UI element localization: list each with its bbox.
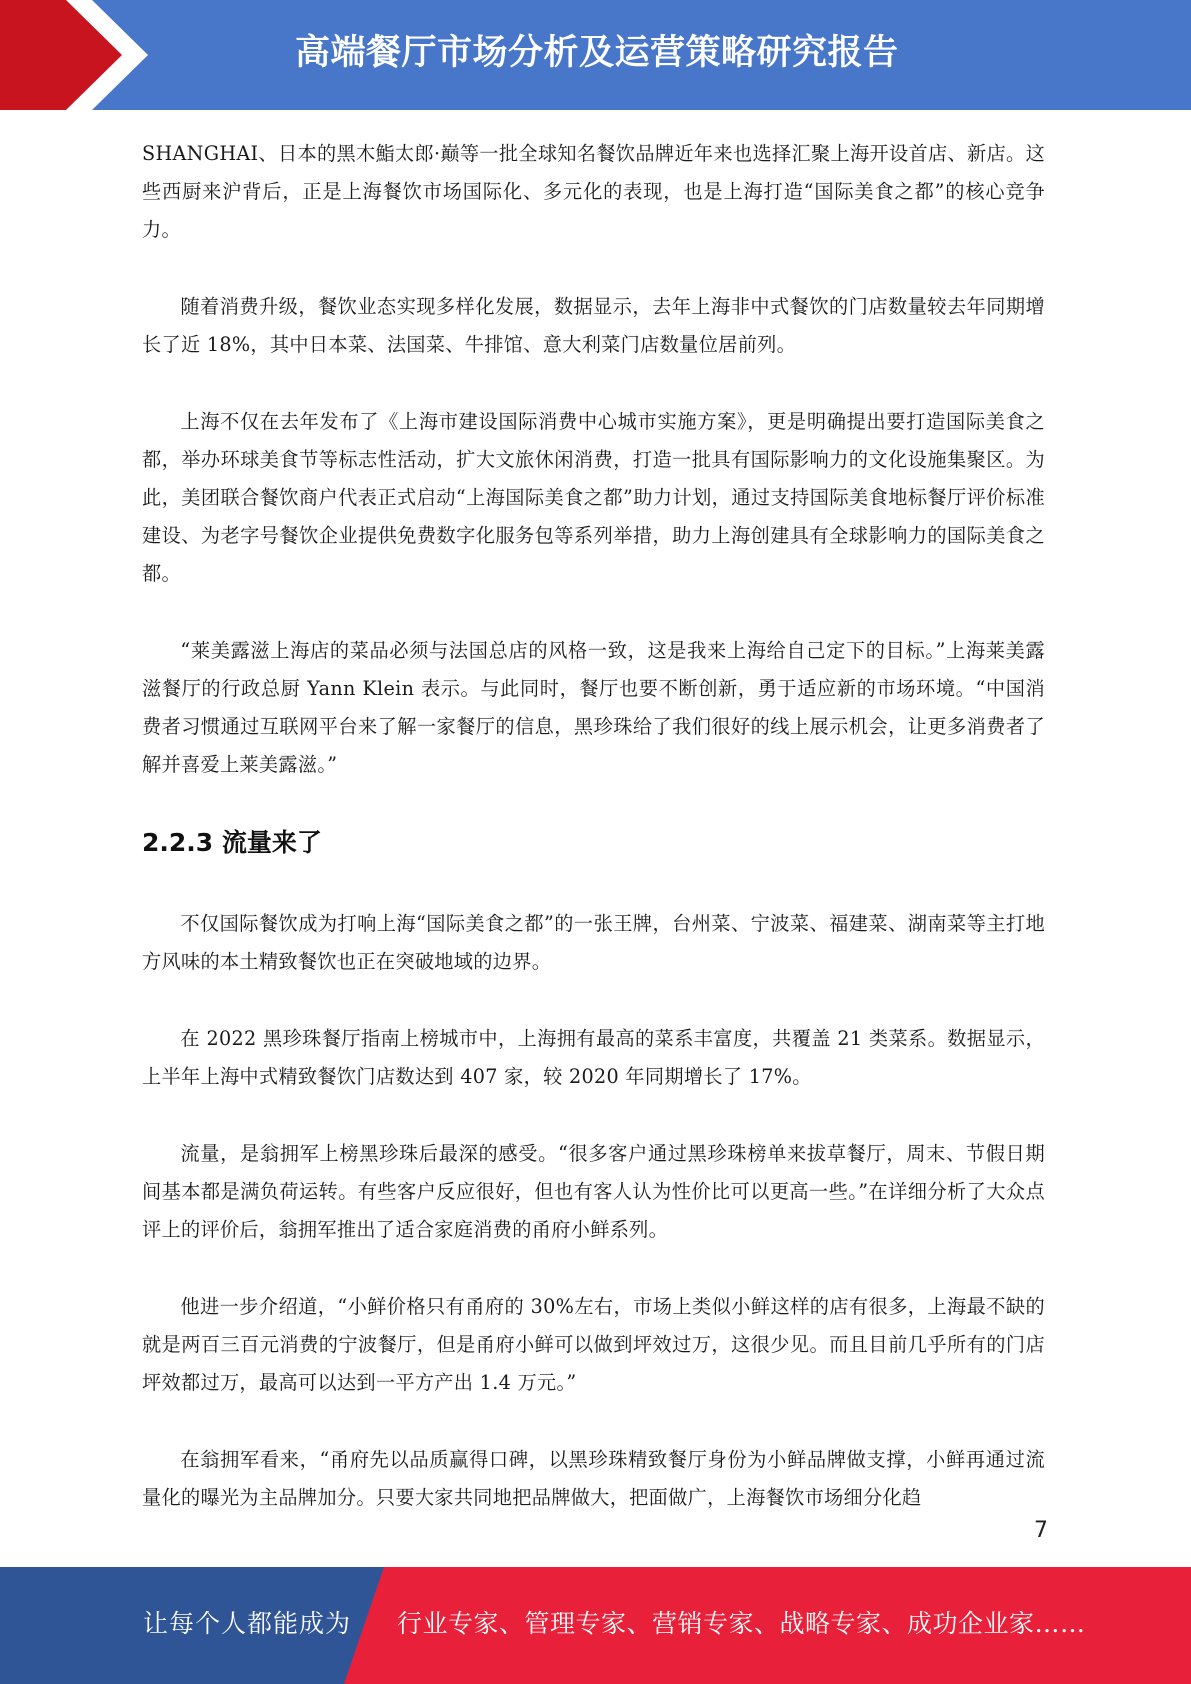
page-footer bbox=[0, 1567, 1191, 1684]
footer-slogan-left: 让每个人都能成为 bbox=[143, 1609, 352, 1638]
paragraph-8: 他进一步介绍道，“小鲜价格只有甬府的 30%左右，市场上类似小鲜这样的店有很多，上海最不缺的就是两百三百元消费的宁波餐厅，但是甬府小鲜可以做到坪效过万，这很少见。而且目前几乎所有的门店坪效都过万，最高可以达到一平方产出 1.4 万元。” bbox=[142, 1295, 1045, 1394]
page-header bbox=[0, 0, 1191, 110]
paragraph-7: 流量，是翁拥军上榜黑珍珠后最深的感受。“很多客户通过黑珍珠榜单来拔草餐厅，周末、节假日期间基本都是满负荷运转。有些客户反应很好，但也有客人认为性价比可以更高一些。”在详细分析了大众点评上的评价后，翁拥军推出了适合家庭消费的甬府小鲜系列。 bbox=[142, 1142, 1045, 1241]
paragraph-6: 在 2022 黑珍珠餐厅指南上榜城市中，上海拥有最高的菜系丰富度，共覆盖 21 类菜系。数据显示，上半年上海中式精致餐饮门店数达到 407 家，较 2020 年同期增长了 17%。 bbox=[142, 1027, 1045, 1088]
main-content bbox=[142, 135, 1045, 1556]
paragraph-4: “莱美露滋上海店的菜品必须与法国总店的风格一致，这是我来上海给自己定下的目标。”上海莱美露滋餐厅的行政总厨 Yann Klein 表示。与此同时，餐厅也要不断创新，勇于适应新的市场环境。“中国消费者习惯通过互联网平台来了解一家餐厅的信息，黑珍珠给了我们很好的线上展示机会，让更多消费者了解并喜爱上莱美露滋。” bbox=[142, 639, 1045, 776]
paragraph-5: 不仅国际餐饮成为打响上海“国际美食之都”的一张王牌，台州菜、宁波菜、福建菜、湖南菜等主打地方风味的本土精致餐饮也正在突破地域的边界。 bbox=[142, 912, 1045, 973]
report-title: 高端餐厅市场分析及运营策略研究报告 bbox=[295, 33, 899, 73]
paragraph-2: 随着消费升级，餐饮业态实现多样化发展，数据显示，去年上海非中式餐饮的门店数量较去年同期增长了近 18%，其中日本菜、法国菜、牛排馆、意大利菜门店数量位居前列。 bbox=[142, 295, 1045, 356]
paragraph-3: 上海不仅在去年发布了《上海市建设国际消费中心城市实施方案》，更是明确提出要打造国际美食之都，举办环球美食节等标志性活动，扩大文旅休闲消费，打造一批具有国际影响力的文化设施集聚区。为此，美团联合餐饮商户代表正式启动“上海国际美食之都”助力计划，通过支持国际美食地标餐厅评价标准建设、为老字号餐饮企业提供免费数字化服务包等系列举措，助力上海创建具有全球影响力的国际美食之都。 bbox=[142, 410, 1045, 585]
section-heading: 2.2.3 流量来了 bbox=[142, 828, 322, 857]
header-arrow-decoration bbox=[0, 0, 170, 110]
page-number: 7 bbox=[1034, 1518, 1048, 1543]
paragraph-9: 在翁拥军看来，“甬府先以品质赢得口碑，以黑珍珠精致餐厅身份为小鲜品牌做支撑，小鲜再通过流量化的曝光为主品牌加分。只要大家共同地把品牌做大，把面做广，上海餐饮市场细分化趋 bbox=[142, 1448, 1045, 1509]
footer-slogan-right: 行业专家、管理专家、营销专家、战略专家、成功企业家…… bbox=[397, 1609, 1086, 1638]
paragraph-1: SHANGHAI、日本的黑木鮨太郎·巅等一批全球知名餐饮品牌近年来也选择汇聚上海开设首店、新店。这些西厨来沪背后，正是上海餐饮市场国际化、多元化的表现，也是上海打造“国际美食之都”的核心竞争力。 bbox=[142, 142, 1045, 241]
